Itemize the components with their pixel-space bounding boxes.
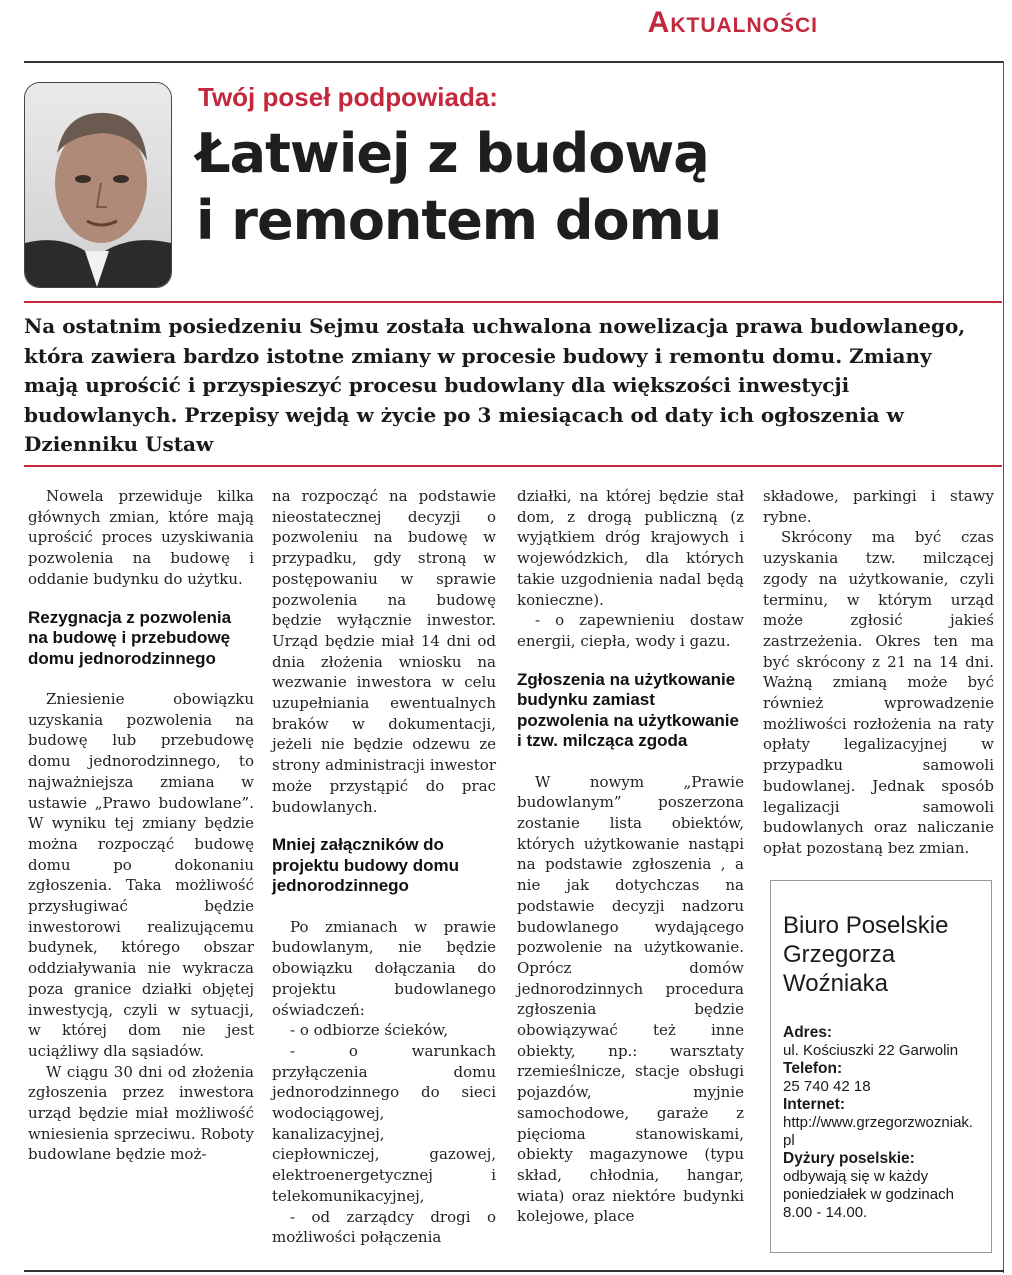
internet-value: http://www.grzegorzwozniak.pl — [783, 1114, 974, 1149]
subheading: Zgłoszenia na użytkowanie budynku zamiast pozwolenia na użytkowanie i tzw. milcząca zgoda — [517, 669, 739, 751]
paragraph: Skrócony ma być czas uzyskania tzw. milczącej zgody na użytkowanie, czyli terminu, w którym urząd może zgłosić jakieś zastrzeżenia. Okres ten ma być skrócony z 21 na 14 dni. Ważną zmianą może być również wprowadzenie możliwości rozłożenia na raty opłaty legalizacyjnej w przypadku samowoli budowlanej. Jednak sposób legalizacji samowoli budowlanych oraz naliczanie opłat pozostaną bez zmian. — [763, 528, 994, 857]
address-label: Adres: — [783, 1024, 833, 1041]
phone-label: Telefon: — [783, 1060, 843, 1077]
paragraph: Nowela przewiduje kilka głównych zmian, które mają uprościć proces uzyskiwania pozwolenia na budowę i oddanie budynku do użytku. — [28, 487, 254, 588]
top-divider — [24, 61, 1004, 63]
paragraph: Po zmianach w prawie budowlanym, nie będzie obowiązku dołączania do projektu budowlanego oświadczeń: — [272, 917, 496, 1019]
section-label: Aktualności — [647, 6, 818, 39]
hours-value: odbywają się w każdy poniedziałek w godzinach 8.00 - 14.00. — [783, 1168, 954, 1221]
internet-label: Internet: — [783, 1096, 845, 1113]
author-photo — [24, 82, 172, 288]
office-box-title-line-3: Woźniaka — [783, 970, 888, 997]
headline-line-1: Łatwiej z budową — [196, 122, 709, 185]
paragraph: W nowym „Prawie budowlanym” poszerzona zostanie lista obiektów, których użytkowanie nastąpi na podstawie zgłoszenia , a nie jak dotychczas na podstawie decyzji nadzoru budowlanego wydającego pozwolenie na użytkowanie. Oprócz domów jednorodzinnych procedura zgłoszenia będzie obowiązywać też inne obiekty, np.: warsztaty rzemieślnicze, stacje obsługi pojazdów, myjnie samochodowe, garaże z pięcioma stanowiskami, obiekty magazynowe (typu skład, chłodnia, hangar, wiata) oraz niektóre budynki kolejowe, place — [517, 772, 744, 1226]
office-box-title — [783, 911, 981, 998]
headline-line-2: i remontem domu — [196, 189, 722, 252]
article-column-3 — [517, 486, 744, 1227]
list-item: - o warunkach przyłączenia domu jednorodzinnego do sieci wodociągowej, kanalizacyjnej, ciepłowniczej, gazowej, elektroenergetycznej i telekomunikacyjnej, — [272, 1041, 496, 1205]
article-column-1 — [28, 486, 254, 1165]
portrait-illustration — [25, 83, 171, 287]
article-kicker: Twój poseł podpowiada: — [198, 82, 498, 112]
subheading: Mniej załączników do projektu budowy domu jednorodzinnego — [272, 835, 459, 896]
office-info-box — [770, 880, 992, 1253]
lead-bottom-divider — [24, 465, 1002, 467]
list-item: - od zarządcy drogi o możliwości połączenia — [272, 1207, 496, 1247]
paragraph: działki, na której będzie stał dom, z drogą publiczną (z wyjątkiem dróg krajowych i wojewódzkich, dla których takie uzgodnienia nadal będą konieczne). — [517, 487, 744, 609]
hours-label: Dyżury poselskie: — [783, 1150, 915, 1167]
paragraph: na rozpocząć na podstawie nieostatecznej decyzji o pozwoleniu na budowę w przypadku, gdy stroną w postępowaniu w sprawie pozwolenia na budowę będzie wyłącznie inwestor. Urząd będzie miał 14 dni od dnia złożenia wniosku na wezwanie inwestora w celu uzupełniania ewentualnych braków w dokumentacji, jeżeli nie będzie odzewu ze strony administracji inwestor może przystąpić do prac budowlanych. — [272, 487, 496, 816]
article-headline — [196, 120, 996, 254]
bottom-divider — [24, 1270, 1004, 1272]
right-divider — [1003, 61, 1004, 1273]
article-lead: Na ostatnim posiedzeniu Sejmu została uchwalona nowelizacja prawa budowlanego, która zawiera bardzo istotne zmiany w procesie budowy i remontu domu. Zmiany mają uprościć i przyspieszyć procesu budowlany dla większości inwestycji budowlanych. Przepisy wejdą w życie po 3 miesiącach od daty ich ogłoszenia w Dzienniku Ustaw — [24, 314, 966, 456]
subheading: Rezygnacja z pozwolenia na budowę i przebudowę domu jednorodzinnego — [28, 607, 232, 668]
lead-top-divider — [24, 301, 1002, 303]
phone-value: 25 740 42 18 — [783, 1078, 871, 1095]
paragraph: Zniesienie obowiązku uzyskania pozwolenia na budowę lub przebudowę domu jednorodzinnego, to najważniejsza zmiana w ustawie „Prawo budowlane”. W wyniku tej zmiany będzie można rozpocząć budowę domu po dokonaniu zgłoszenia. Taka możliwość przysługiwać będzie inwestorowi realizującemu budynek, którego obszar oddziaływania nie wykracza poza granice działki objętej inwestycją, czyli w sytuacji, w której dom nie jest uciążliwy dla sąsiadów. — [28, 690, 254, 1060]
article-column-2 — [272, 486, 496, 1248]
office-box-title-line-1: Biuro Poselskie — [783, 912, 949, 939]
article-column-4 — [763, 486, 994, 859]
paragraph: W ciągu 30 dni od złożenia zgłoszenia przez inwestora urząd będzie miał możliwość wniesienia sprzeciwu. Roboty budowlane będzie moż- — [28, 1062, 254, 1164]
list-item: - o odbiorze ścieków, — [290, 1021, 449, 1040]
address-value: ul. Kościuszki 22 Garwolin — [783, 1042, 959, 1059]
list-item: - o zapewnieniu dostaw energii, ciepła, wody i gazu. — [517, 611, 744, 650]
paragraph: składowe, parkingi i stawy rybne. — [763, 487, 994, 526]
office-box-title-line-2: Grzegorza — [783, 941, 896, 968]
